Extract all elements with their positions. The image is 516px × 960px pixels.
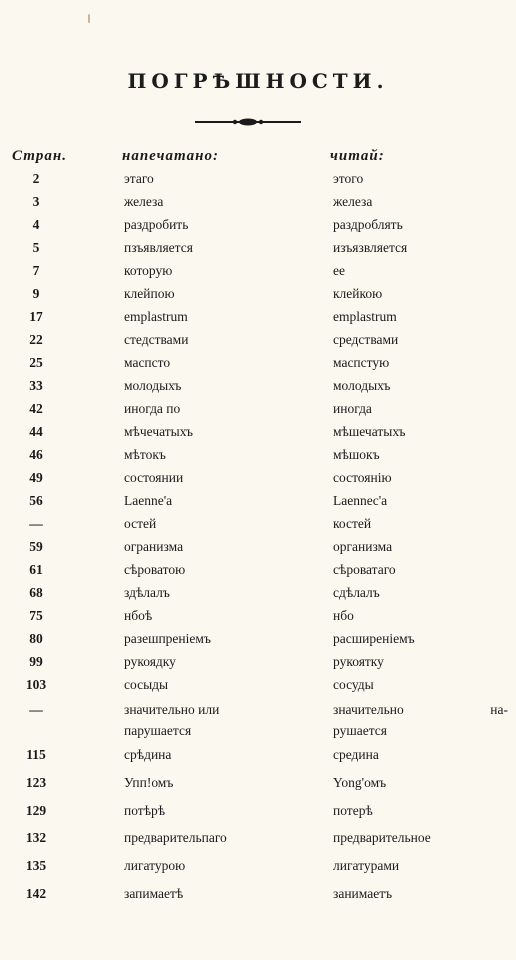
printed-text: рукоядку xyxy=(124,654,176,669)
page-number: 103 xyxy=(25,677,47,692)
corrected-text: маспстую xyxy=(333,355,390,370)
page-number: 75 xyxy=(29,608,43,623)
corrected-text: значительно на- xyxy=(333,702,508,717)
page-number: 68 xyxy=(29,585,43,600)
corrected-text: этого xyxy=(333,171,364,186)
corrected-text: сѣроватаго xyxy=(333,562,396,577)
page-number: 135 xyxy=(25,858,47,873)
printed-text: которую xyxy=(124,263,173,278)
printed-text: emplastrum xyxy=(124,309,188,324)
printed-text: Упп!омъ xyxy=(124,775,174,790)
page-number: 7 xyxy=(32,263,40,278)
printed-text: маспсто xyxy=(124,355,171,370)
page-number: 9 xyxy=(32,286,40,301)
printed-text: стедствами xyxy=(124,332,189,347)
column-header-read: читай: xyxy=(330,148,385,164)
corrected-text: раздроблять xyxy=(333,217,403,232)
printed-text: срѣдина xyxy=(124,747,172,762)
page-number: 115 xyxy=(26,747,46,762)
corrected-text: средина xyxy=(333,747,379,762)
printed-text: предварительпаго xyxy=(124,830,227,845)
corrected-text: лигатурами xyxy=(333,858,400,873)
page-number: — xyxy=(29,702,43,717)
printed-text: клейпою xyxy=(124,286,175,301)
printed-text: здѣлалъ xyxy=(124,585,170,600)
printed-text: разешпренiемъ xyxy=(124,631,211,646)
page-number: 42 xyxy=(29,401,43,416)
printed-text: потѣрѣ xyxy=(124,803,166,818)
page-number: 3 xyxy=(32,194,40,209)
page-number: 99 xyxy=(29,654,43,669)
page-number: 129 xyxy=(25,803,47,818)
corrected-text: ее xyxy=(333,263,345,278)
corrected-text: Yong'омъ xyxy=(333,775,387,790)
corrected-text: emplastrum xyxy=(333,309,397,324)
corrected-text: потерѣ xyxy=(333,803,373,818)
corrected-text: рушается xyxy=(333,723,387,738)
page-number: 44 xyxy=(29,424,43,439)
corrected-text: занимаетъ xyxy=(333,886,393,901)
corrected-text: предварительное xyxy=(333,830,431,845)
page-number: 5 xyxy=(32,240,40,255)
page-number: 22 xyxy=(29,332,43,347)
corrected-text: изъязвляется xyxy=(333,240,408,255)
corrected-text: сосуды xyxy=(333,677,374,692)
printed-text: Laenne'a xyxy=(124,493,173,508)
printed-text: остей xyxy=(124,516,157,531)
printed-text: значительно или xyxy=(124,702,220,717)
page-number: 4 xyxy=(32,217,40,232)
corrected-text: средствами xyxy=(333,332,399,347)
corrected-text: мѣшокъ xyxy=(333,447,380,462)
page-number: 46 xyxy=(29,447,43,462)
page-number: 132 xyxy=(25,830,47,845)
printed-text: сѣроватою xyxy=(124,562,186,577)
printed-text: железа xyxy=(124,194,164,209)
printed-text: лигатурою xyxy=(124,858,186,873)
printed-text: огранизма xyxy=(124,539,184,554)
page-number: 49 xyxy=(29,470,43,485)
page-number: 142 xyxy=(25,886,47,901)
corrected-text: расширенiемъ xyxy=(333,631,415,646)
printed-text: пзъявляется xyxy=(124,240,193,255)
corrected-text: мѣшечатыхъ xyxy=(333,424,406,439)
printed-text: нбоѣ xyxy=(124,608,153,623)
page-title: ПОГРѢШНОСТИ. xyxy=(127,69,389,93)
corrected-text: нбо xyxy=(333,608,354,623)
printed-text: мѣчечатыхъ xyxy=(124,424,193,439)
corrected-text: сдѣлалъ xyxy=(333,585,380,600)
page-number: 80 xyxy=(29,631,43,646)
printed-text: запимаетѣ xyxy=(124,886,184,901)
page-number: 25 xyxy=(29,355,43,370)
corrected-text: костей xyxy=(333,516,372,531)
corrected-text: рукоятку xyxy=(333,654,384,669)
printed-text: иногда по xyxy=(124,401,181,416)
page-number: 17 xyxy=(29,309,43,324)
printed-text: раздробить xyxy=(124,217,189,232)
page-number: 56 xyxy=(29,493,43,508)
corrected-text: клейкою xyxy=(333,286,383,301)
printed-text: молодыхъ xyxy=(124,378,182,393)
corrected-text: Laennec'a xyxy=(333,493,388,508)
page-number: 59 xyxy=(29,539,43,554)
corrected-text: состоянію xyxy=(333,470,392,485)
printed-text: парушается xyxy=(124,723,192,738)
page-number: 2 xyxy=(32,171,40,186)
corrected-text: организма xyxy=(333,539,393,554)
page-number: 123 xyxy=(25,775,47,790)
column-header-printed: напечатано: xyxy=(122,148,219,164)
printed-text: мѣтокъ xyxy=(124,447,166,462)
page-number: — xyxy=(29,516,43,531)
printed-text: этаго xyxy=(124,171,154,186)
printed-text: сосыды xyxy=(124,677,169,692)
corrected-text: иногда xyxy=(333,401,372,416)
page-number: 61 xyxy=(29,562,43,577)
corrected-text: железа xyxy=(333,194,373,209)
printed-text: состоянии xyxy=(124,470,184,485)
column-header-page: Стран. xyxy=(12,148,67,164)
corrected-text: молодыхъ xyxy=(333,378,391,393)
page-number: 33 xyxy=(29,378,43,393)
